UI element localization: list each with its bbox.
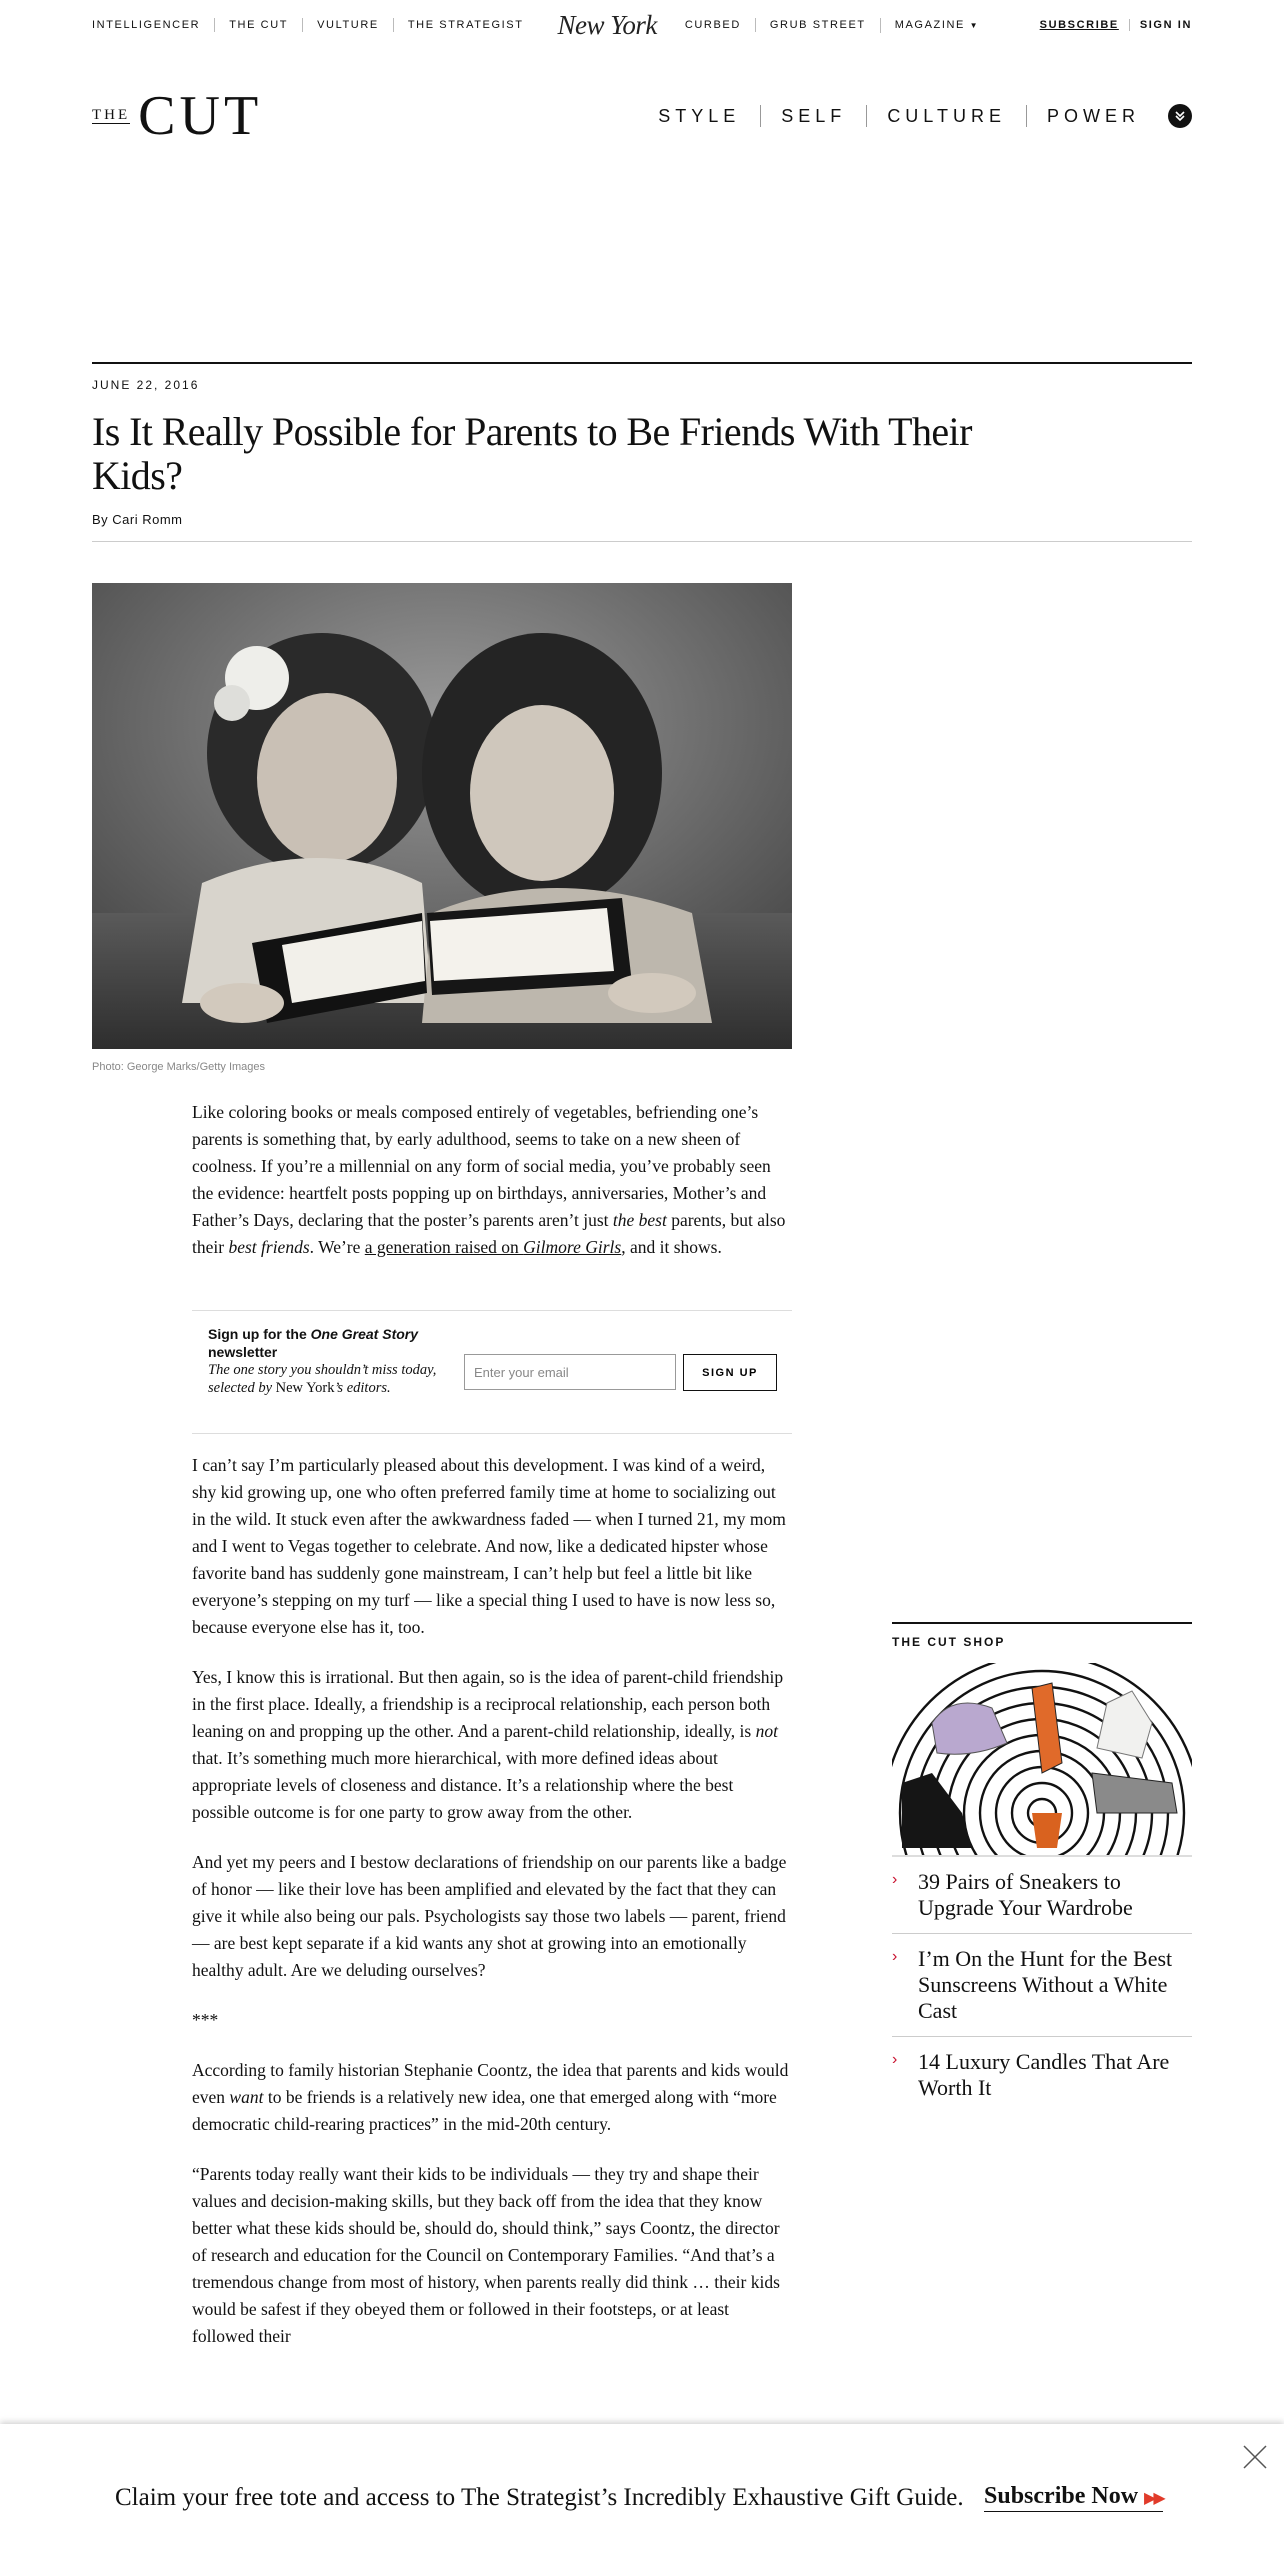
network-link-the-cut[interactable]: THE CUT — [229, 19, 289, 31]
section-link-power[interactable]: POWER — [1026, 105, 1160, 127]
subscribe-link[interactable]: SUBSCRIBE — [1040, 19, 1130, 31]
subscription-promo-bar — [0, 2424, 1284, 2568]
inline-article-link[interactable] — [365, 1237, 621, 1257]
byline-rule — [92, 541, 1192, 542]
shop-image[interactable] — [892, 1663, 1192, 1855]
logo-the: THE — [92, 106, 131, 123]
network-links-right — [685, 18, 992, 33]
section-link-style[interactable]: STYLE — [658, 106, 741, 126]
newsletter-signup — [192, 1310, 792, 1434]
section-link-culture[interactable]: CULTURE — [866, 105, 1026, 127]
article-body-intro — [192, 1099, 792, 1284]
article-headline: Is It Really Possible for Parents to Be Friends With Their Kids? — [92, 409, 972, 498]
paragraph: According to family historian Stephanie Coontz, the idea that parents and kids would even want to be friends is a relatively new idea, one that emerged along with “more democratic child-rearing practices” in the mid-20th century. — [192, 2060, 789, 2134]
network-link-intelligencer[interactable]: INTELLIGENCER — [92, 19, 201, 31]
paragraph-text: , and it shows. — [621, 1237, 722, 1257]
newsletter-email-input[interactable] — [464, 1354, 676, 1390]
paragraph: “Parents today really want their kids to be individuals — they try and shape their values and decision-making skills, but they back off from the idea that they know better what these kids should be, should do, should think,” says Coontz, the director of research and education for the Council on Contemporary Families. “And that’s a tremendous change from most of history, when parents really did think … their kids would be safest if they obeyed them or followed in their footsteps, or at least followed their — [192, 2164, 780, 2346]
close-icon — [1240, 2442, 1270, 2472]
lede-photo — [92, 583, 792, 1049]
network-link-grub-street[interactable]: GRUB STREET — [769, 19, 866, 31]
the-cut-logo[interactable] — [92, 85, 263, 147]
chevron-down-icon: ▼ — [969, 20, 978, 30]
network-link-vulture[interactable]: VULTURE — [317, 19, 379, 31]
newsletter-title: Sign up for the One Great Story newsletter — [208, 1326, 419, 1360]
shop-item[interactable] — [892, 1933, 1192, 2036]
link-text: a generation raised on — [364, 1237, 524, 1257]
network-link-strategist[interactable]: THE STRATEGIST — [407, 19, 524, 31]
subscribe-now-link[interactable] — [984, 2483, 1163, 2512]
paragraph: And yet my peers and I bestow declarations of friendship on our parents like a badge of honor — like their love has been amplified and elevated by the fact that they can give it while also being our pals. Psychologists say those two labels — parent, friend — are best kept separate if a kid wants any shot at growing into an emotionally healthy adult. Are we deluding ourselves? — [192, 1852, 787, 1980]
chevron-right-icon: › — [892, 2051, 898, 2068]
paragraph — [192, 1099, 792, 1261]
network-links-left — [92, 18, 538, 32]
menu-expand-button[interactable] — [1168, 104, 1192, 128]
paragraph-text: . We’re — [309, 1237, 365, 1257]
network-link-magazine[interactable]: MAGAZINE — [894, 18, 965, 31]
section-divider: *** — [192, 2010, 219, 2030]
account-links — [1040, 19, 1192, 31]
shop-item[interactable] — [892, 1855, 1192, 1933]
article-date: JUNE 22, 2016 — [92, 378, 200, 392]
network-bar — [92, 0, 1192, 50]
double-arrow-right-icon: ▶▶ — [1144, 2488, 1163, 2507]
photo-credit: Photo: George Marks/Getty Images — [92, 1061, 266, 1073]
cta-label: Subscribe Now — [984, 2483, 1139, 2509]
paragraph: I can’t say I’m particularly pleased about this development. I was kind of a weird, shy kid growing up, one who often preferred family time at home to socializing out in the wild. It stuck even after the awkwardness faded — when I turned 21, my mom and I went to Vegas together to celebrate. And now, like a dedicated hipster whose favorite band has suddenly gone mainstream, I can’t help but feel a little bit like everyone’s stepping on my turf — like a special thing I used to have is now less so, because everyone else has it, too. — [192, 1455, 786, 1637]
sneakers-target-image — [892, 1663, 1192, 1855]
newsletter-signup-button[interactable]: SIGN UP — [683, 1354, 777, 1391]
section-link-self[interactable]: SELF — [760, 105, 866, 127]
header-rule — [92, 362, 1192, 364]
magazine-menu[interactable] — [880, 18, 992, 33]
cut-shop-module — [892, 1622, 1192, 2113]
author-link[interactable]: By Cari Romm — [92, 512, 183, 527]
newsletter-description: The one story you shouldn’t miss today, selected by New York’s editors. — [208, 1362, 437, 1396]
shop-label: THE CUT SHOP — [892, 1635, 1006, 1649]
sign-in-link[interactable]: SIGN IN — [1139, 19, 1192, 31]
close-promo-button[interactable] — [1240, 2442, 1270, 2472]
shop-item-title: I’m On the Hunt for the Best Sunscreens Without a White Cast — [918, 1946, 1173, 2023]
link-text-emphasis: Gilmore Girls — [523, 1237, 622, 1257]
double-chevron-down-icon — [1174, 110, 1186, 122]
article-byline — [92, 512, 183, 527]
promo-text: Claim your free tote and access to The Strategist’s Incredibly Exhaustive Gift Guide. — [115, 2484, 964, 2511]
logo-cut: CUT — [138, 85, 263, 147]
mother-daughter-reading-image — [92, 583, 792, 1049]
section-nav — [638, 104, 1192, 128]
paragraph: Yes, I know this is irrational. But then again, so is the idea of parent-child friendship in the first place. Ideally, a friendship is a reciprocal relationship, each person both leaning on and propping up the other. And a parent-child relationship, ideally, is not that. It’s something much more hierarchical, with more defined ideas about appropriate levels of closeness and distance. It’s a relationship where the best possible outcome is for one party to grow away from the other. — [192, 1667, 784, 1822]
shop-item-title: 14 Luxury Candles That Are Worth It — [918, 2049, 1170, 2100]
network-link-curbed[interactable]: CURBED — [684, 19, 741, 31]
paragraph-emphasis: the best — [612, 1210, 667, 1230]
article-body — [192, 1452, 792, 2373]
chevron-right-icon: › — [892, 1948, 898, 1965]
new-york-logo[interactable]: New York — [557, 9, 657, 40]
shop-item[interactable] — [892, 2036, 1192, 2113]
paragraph-emphasis: best friends — [228, 1237, 310, 1257]
paragraph-text: parents, but also their — [192, 1210, 786, 1257]
site-header — [92, 86, 1192, 146]
paragraph-text: Like coloring books or meals composed entirely of vegetables, befriending one’s parents is something that, by early adulthood, seems to take on a new sheen of coolness. If you’re a millennial on any form of social media, you’ve probably seen the evidence: heartfelt posts popping up on birthdays, anniversaries, Mother’s and Father’s Days, declaring that the poster’s parents aren’t just — [192, 1102, 771, 1230]
shop-item-title: 39 Pairs of Sneakers to Upgrade Your Wardrobe — [918, 1869, 1133, 1920]
chevron-right-icon: › — [892, 1871, 898, 1888]
shop-rule — [892, 1622, 1192, 1624]
